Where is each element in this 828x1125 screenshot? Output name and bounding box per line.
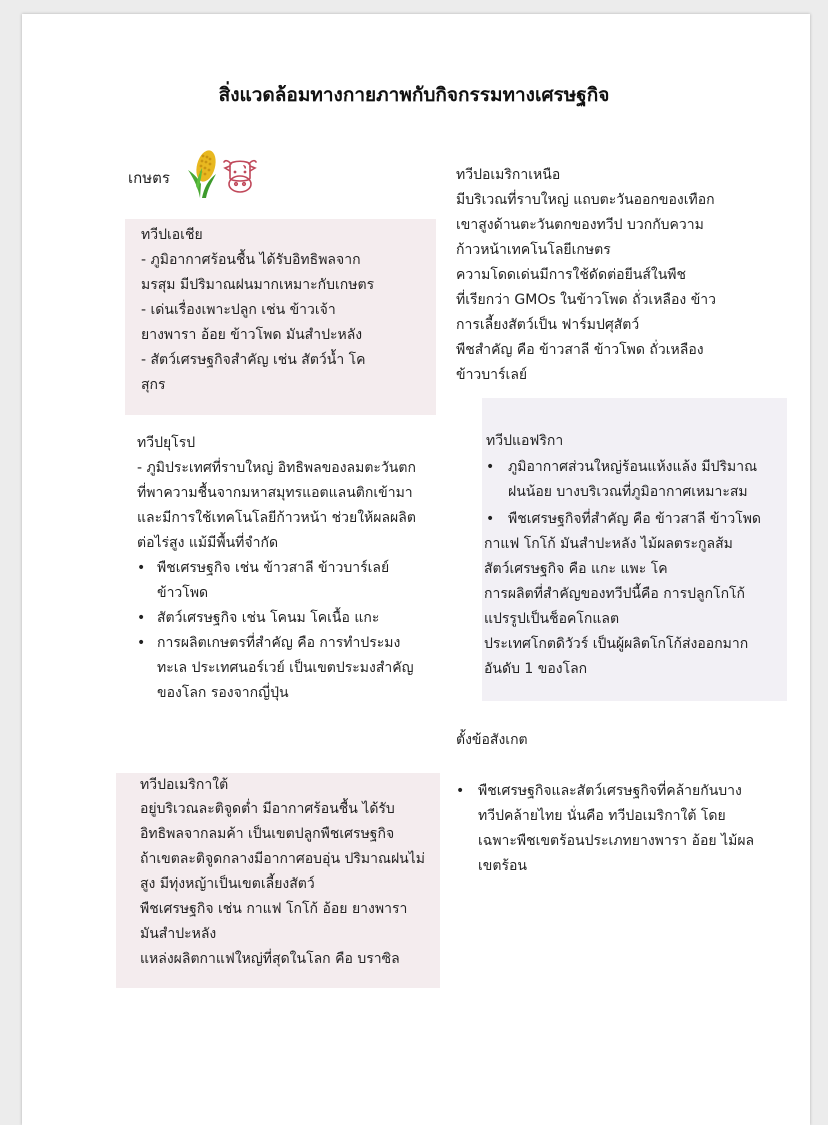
- list-item: • พืชเศรษฐกิจ เช่น ข้าวสาลี ข้าวบาร์เลย์ ข้าวโพด: [137, 556, 437, 606]
- list-item: • พืชเศรษฐกิจที่สำคัญ คือ ข้าวสาลี ข้าวโพด: [486, 507, 784, 532]
- agriculture-label: เกษตร: [128, 169, 170, 187]
- europe-heading: ทวีปยุโรป: [137, 435, 196, 451]
- africa-bullets: [486, 455, 784, 532]
- africa-body: กาแฟ โกโก้ มันสำปะหลัง ไม้ผลตระกูลส้ม สัตว์เศรษฐกิจ คือ แกะ แพะ โค การผลิตที่สำคัญของทวีปนี้คือ การปลูกโกโก้ แปรรูปเป็นช็อคโกแลต ประเทศโกตดิวัวร์ เป็นผู้ผลิตโกโก้ส่งออกมาก อันดับ 1 ของโลก: [484, 536, 749, 677]
- observation-heading: ตั้งข้อสังเกต: [456, 732, 528, 748]
- list-item: • สัตว์เศรษฐกิจ เช่น โคนม โคเนื้อ แกะ: [137, 606, 437, 631]
- africa-heading: ทวีปแอฟริกา: [486, 433, 564, 449]
- asia-heading: ทวีปเอเชีย: [141, 227, 203, 243]
- cow-icon: [222, 156, 258, 198]
- list-item: • ภูมิอากาศส่วนใหญ่ร้อนแห้งแล้ง มีปริมาณ ฝนน้อย บางบริเวณที่ภูมิอากาศเหมาะสม: [486, 455, 784, 505]
- list-item: • การผลิตเกษตรที่สำคัญ คือ การทำประมง ทะเล ประเทศนอร์เวย์ เป็นเขตประมงสำคัญ ของโลก รองจากญี่ปุ่น: [137, 631, 437, 706]
- europe-bullets: [137, 556, 437, 706]
- south-america-heading: ทวีปอเมริกาใต้: [140, 777, 229, 793]
- north-america-heading: ทวีปอเมริกาเหนือ: [456, 167, 561, 183]
- asia-body: - ภูมิอากาศร้อนชื้น ได้รับอิทธิพลจาก มรสุม มีปริมาณฝนมากเหมาะกับเกษตร - เด่นเรื่องเพาะปลูก เช่น ข้าวเจ้า ยางพารา อ้อย ข้าวโพด มันสำปะหลัง - สัตว์เศรษฐกิจสำคัญ เช่น สัตว์น้ำ โค สุกร: [141, 252, 375, 393]
- south-america-body: อยู่บริเวณละติจูดต่ำ มีอากาศร้อนชื้น ได้รับ อิทธิพลจากลมค้า เป็นเขตปลูกพืชเศรษฐกิจ ถ้าเขตละติจูดกลางมีอากาศอบอุ่น ปริมาณฝนไม่ สูง มีทุ่งหญ้าเป็นเขตเลี้ยงสัตว์ พืชเศรษฐกิจ เช่น กาแฟ โกโก้ อ้อย ยางพารา มันสำปะหลัง แหล่งผลิตกาแฟใหญ่ที่สุดในโลก คือ บราซิล: [140, 801, 425, 967]
- north-america-body: มีบริเวณที่ราบใหญ่ แถบตะวันออกของเทือก เขาสูงด้านตะวันตกของทวีป บวกกับความ ก้าวหน้าเทคโนโลยีเกษตร ความโดดเด่นมีการใช้ดัดต่อยีนส์ในพืช ที่เรียกว่า GMOs ในข้าวโพด ถั่วเหลือง ข้าว การเลี้ยงสัตว์เป็น ฟาร์มปศุสัตว์ พืชสำคัญ คือ ข้าวสาลี ข้าวโพด ถั่วเหลือง ข้าวบาร์เลย์: [456, 192, 716, 383]
- list-item: • พืชเศรษฐกิจและสัตว์เศรษฐกิจที่คล้ายกันบาง ทวีปคล้ายไทย นั่นคือ ทวีปอเมริกาใต้ โดย เฉพาะพืชเขตร้อนประเภทยางพารา อ้อย ไม้ผล เขตร้อน: [456, 779, 776, 879]
- page-title: สิ่งแวดล้อมทางกายภาพกับกิจกรรมทางเศรษฐกิจ: [218, 84, 610, 106]
- europe-body: - ภูมิประเทศที่ราบใหญ่ อิทธิพลของลมตะวันตก ที่พาความชื้นจากมหาสมุทรแอตแลนติกเข้ามา และมีการใช้เทคโนโลยีก้าวหน้า ช่วยให้ผลผลิต ต่อไร่สูง แม้มีพื้นที่จำกัด: [137, 460, 416, 551]
- asia-box: [125, 219, 436, 415]
- observation-bullets: [456, 779, 776, 879]
- south-america-box: [116, 773, 440, 988]
- africa-box: [482, 398, 787, 701]
- corn-icon: [186, 146, 222, 200]
- north-america-section: [456, 163, 756, 388]
- europe-section: [137, 431, 437, 706]
